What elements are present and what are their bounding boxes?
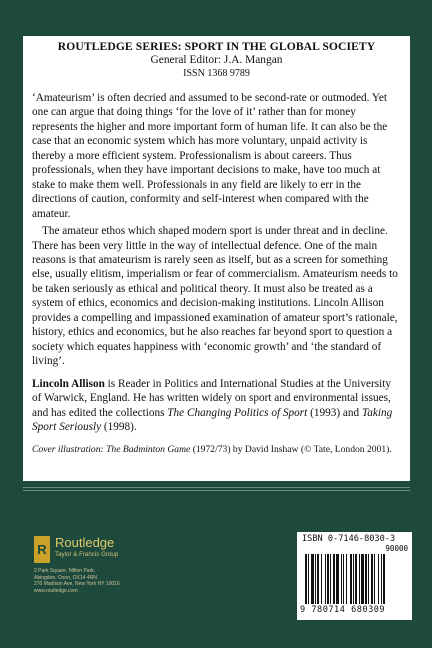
barcode-bar [343, 554, 344, 604]
blurb-paragraph-2: The amateur ethos which shaped modern sport is under threat and in decline. There has been very little in the way of intellectual defence. One of the main reasons is that amateurism is rarely seen as itself, but as a screen for something else, usually elitism, imperialism or fear of commercialism. Amateurism needs to be taken seriously as ethical and political theory. It must also be treated as a system of ethics, economics and decision-making institutions. Lincoln Allison provides a compelling and impassioned examination of amateur sport’s rationale, history, ethics and economics, but he also reaches far beyond sport to question a society which equates happiness with ‘economic growth’ and ‘the standard of living’. [32, 225, 398, 368]
barcode-bar [325, 554, 326, 604]
barcode-bar [341, 554, 342, 604]
ean-number: 9 780714 680309 [300, 605, 386, 615]
barcode-bar [305, 554, 307, 604]
address-line: Abingdon, Oxon, OX14 4RN [34, 574, 97, 581]
isbn-barcode [297, 532, 412, 620]
barcode-bar [361, 554, 364, 604]
bio-text-a: is Reader in Politics and International Studies at the University of Warwick, England. He has written widely on sport and environmental issues, and has edited the collections [32, 377, 392, 419]
series-title: ROUTLEDGE SERIES: SPORT IN THE GLOBAL SOCIETY [57, 40, 376, 53]
barcode-bar [365, 554, 367, 604]
barcode-bar [336, 554, 339, 604]
publisher-block [34, 536, 234, 594]
barcode-bar [371, 554, 373, 604]
barcode-bar [315, 554, 316, 604]
barcode-bar [381, 554, 382, 604]
divider-line-upper [23, 487, 410, 488]
barcode-bar [327, 554, 329, 604]
barcode-bar [346, 554, 347, 604]
general-editor: General Editor: J.A. Mangan [150, 54, 283, 66]
series-issn: ISSN 1368 9789 [183, 68, 250, 79]
barcode-bar [317, 554, 319, 604]
publisher-name: Routledge [55, 535, 115, 550]
barcode-bars [305, 554, 409, 604]
bio-text-b: (1993) and [307, 406, 362, 419]
credit-detail: (1972/73) by David Inshaw (© Tate, London 2001). [190, 444, 392, 456]
barcode-bar [368, 554, 369, 604]
barcode-bar [353, 554, 354, 604]
barcode-bar [311, 554, 314, 604]
isbn-number: ISBN 0-7146-8030-3 [302, 534, 396, 544]
barcode-bar [350, 554, 352, 604]
barcode-bar [321, 554, 322, 604]
publisher-group: Taylor & Francis Group [55, 551, 119, 558]
bio-book-2: Taking Sport Seriously [32, 406, 393, 433]
address-line: 270 Madison Ave, New York NY 10016 [34, 581, 120, 587]
barcode-bar [308, 554, 309, 604]
back-cover-text-panel [23, 36, 410, 481]
author-bio [32, 377, 401, 435]
cover-illustration-credit [32, 444, 401, 456]
divider-line [23, 490, 410, 491]
credit-label: Cover illustration: The Badminton Game [32, 444, 191, 456]
address-line: www.routledge.com [34, 587, 78, 594]
barcode-bar [333, 554, 335, 604]
routledge-logo-icon: R [34, 536, 50, 563]
bio-text-c: (1998). [101, 420, 137, 433]
price-code: 90000 [385, 544, 408, 553]
address-line: 2 Park Square, Milton Park, [34, 568, 96, 574]
barcode-bar [359, 554, 360, 604]
barcode-bar [355, 554, 357, 604]
author-name: Lincoln Allison [32, 377, 105, 390]
barcode-bar [330, 554, 331, 604]
barcode-bar [383, 554, 385, 604]
barcode-bar [374, 554, 375, 604]
barcode-bar [378, 554, 379, 604]
blurb-paragraph-1: ‘Amateurism’ is often decried and assumed to be second-rate or outmoded. Yet one can argue that doing things ‘for the love of it’ rather than for money represents the higher and more important form of human life. It can also be the case that an economic system which has more voluntary, unpaid activity is thereby a more efficient system. Professionalism is about careers. Thus professionals, when they have important decisions to make, have too much at stake to make them well. Professionals in any field are likely to err in the directions of caution, conformity and self-interest when compared with the amateur. [32, 92, 388, 220]
publisher-address [34, 568, 234, 594]
bio-book-1: The Changing Politics of Sport [167, 406, 308, 419]
